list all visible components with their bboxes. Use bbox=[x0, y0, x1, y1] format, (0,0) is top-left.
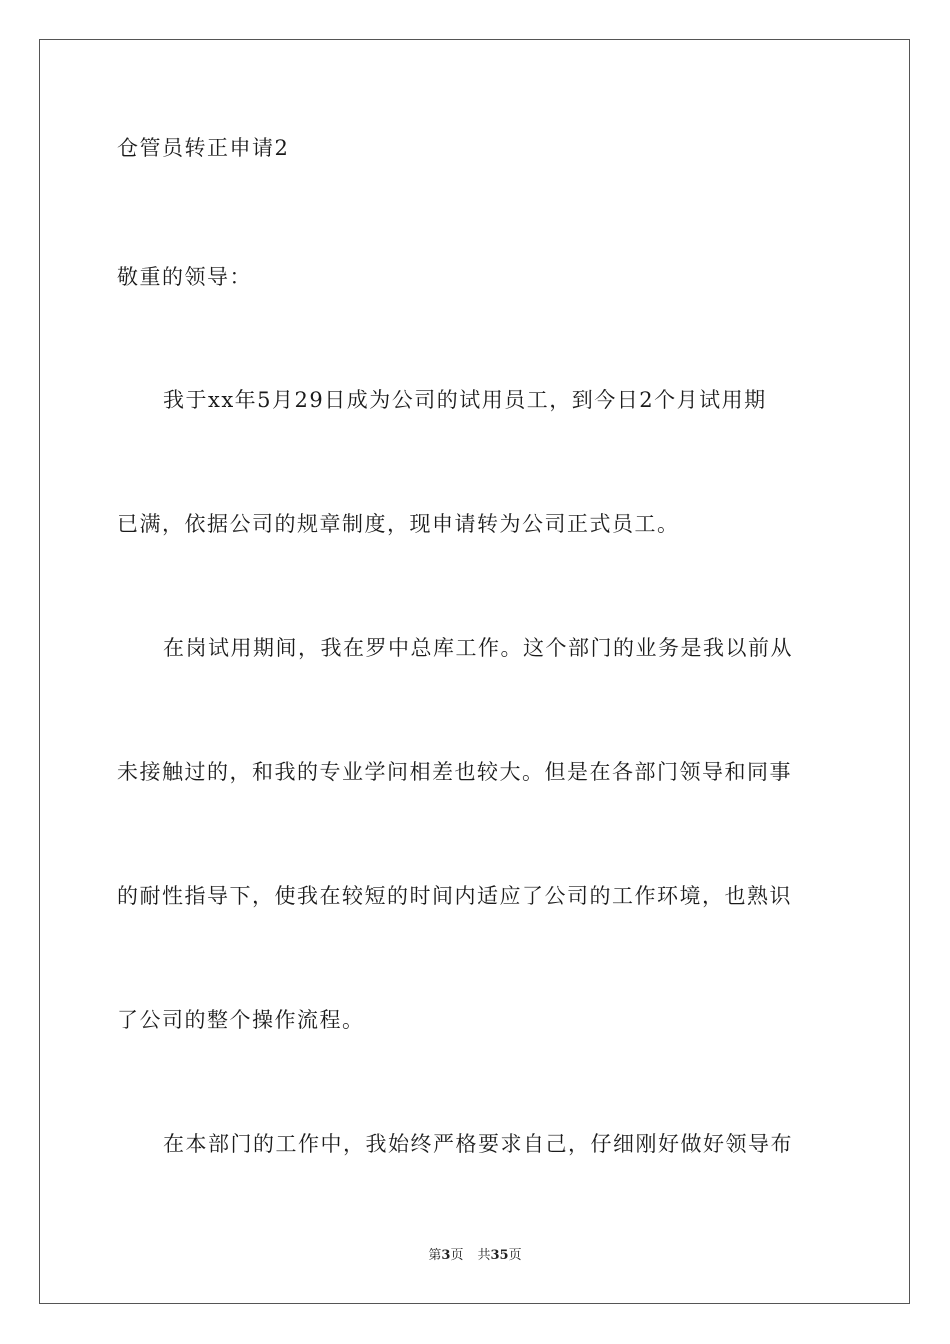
total-prefix: 共 bbox=[477, 1248, 491, 1263]
total-suffix: 页 bbox=[508, 1248, 522, 1263]
paragraph-1-line-2: 已满，依据公司的规章制度，现申请转为公司正式员工。 bbox=[117, 512, 680, 536]
salutation: 敬重的领导： bbox=[117, 265, 252, 289]
paragraph-2-line-2: 未接触过的，和我的专业学问相差也较大。但是在各部门领导和同事 bbox=[117, 760, 792, 784]
page-suffix: 页 bbox=[450, 1248, 464, 1263]
document-title: 仓管员转正申请2 bbox=[117, 136, 290, 160]
paragraph-2-line-4: 了公司的整个操作流程。 bbox=[117, 1008, 365, 1032]
page-footer bbox=[0, 1247, 950, 1265]
paragraph-2-line-3: 的耐性指导下，使我在较短的时间内适应了公司的工作环境，也熟识 bbox=[117, 884, 792, 908]
paragraph-3-line-1: 在本部门的工作中，我始终严格要求自己，仔细刚好做好领导布 bbox=[163, 1132, 793, 1156]
total-page-number: 35 bbox=[490, 1248, 509, 1263]
paragraph-1-line-1: 我于xx年5月29日成为公司的试用员工，到今日2个月试用期 bbox=[163, 388, 767, 412]
page-border bbox=[39, 39, 910, 1304]
page-prefix: 第 bbox=[428, 1248, 442, 1263]
paragraph-2-line-1: 在岗试用期间，我在罗中总库工作。这个部门的业务是我以前从 bbox=[163, 636, 793, 660]
current-page-number: 3 bbox=[441, 1248, 451, 1263]
